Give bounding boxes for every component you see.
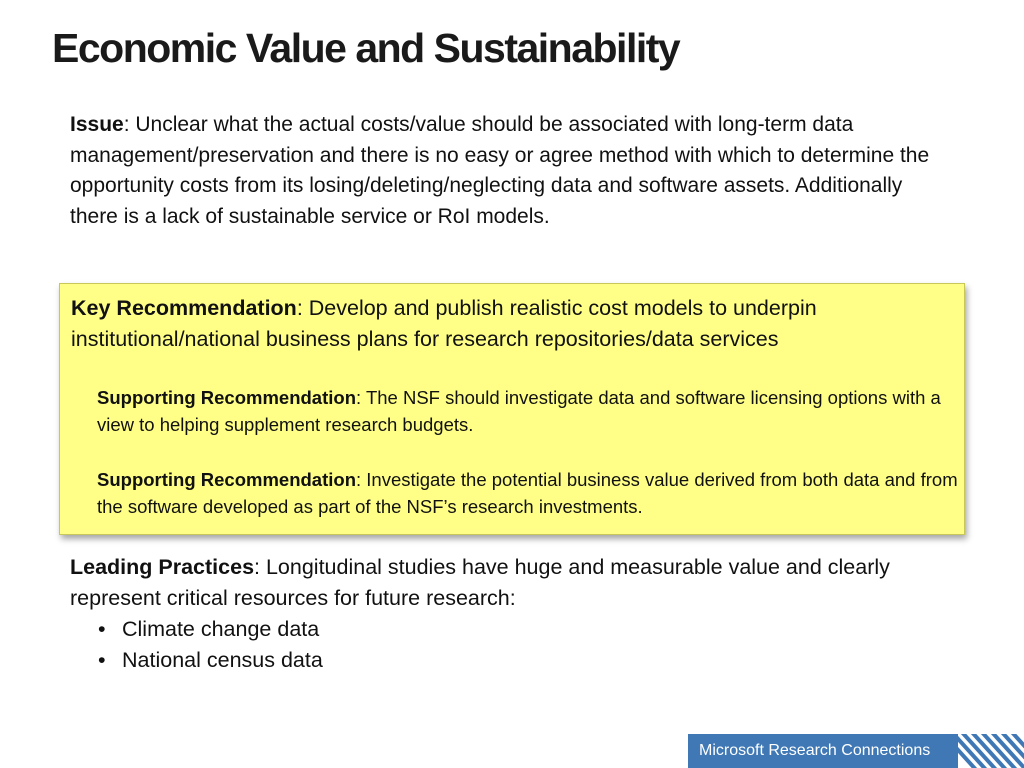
- key-recommendation-text: : Develop and publish realistic cost models to underpin institutional/national business plans for research repositories/data services: [71, 296, 817, 351]
- supporting-recommendation-1: [97, 384, 965, 438]
- leading-practices-paragraph: [70, 552, 970, 614]
- supporting-recommendation-text: : The NSF should investigate data and software licensing options with a view to helping supplement research budgets.: [97, 387, 941, 435]
- slide-title: Economic Value and Sustainability: [52, 25, 680, 71]
- footer-bar: [688, 734, 958, 768]
- bullet-icon: •: [98, 648, 106, 672]
- list-item: [98, 614, 323, 645]
- recommendation-box: [59, 283, 965, 535]
- list-item-text: Climate change data: [122, 617, 320, 641]
- supporting-recommendation-2: [97, 466, 965, 520]
- footer-banner: [688, 734, 1024, 768]
- footer-brand-text: Microsoft Research Connections: [699, 742, 931, 759]
- leading-practices-text: : Longitudinal studies have huge and measurable value and clearly represent critical resources for future research:: [70, 555, 890, 610]
- list-item: [98, 645, 323, 676]
- diagonal-stripes-icon: [950, 734, 1024, 768]
- bullet-icon: •: [98, 617, 106, 641]
- issue-paragraph: [70, 110, 930, 232]
- key-recommendation-label: Key Recommendation: [71, 296, 297, 320]
- supporting-recommendation-label: Supporting Recommendation: [97, 387, 356, 408]
- supporting-recommendation-text: : Investigate the potential business value derived from both data and from the software developed as part of the NSF’s research investments.: [97, 469, 958, 517]
- list-item-text: National census data: [122, 648, 323, 672]
- leading-practices-list: [98, 614, 323, 676]
- leading-practices-label: Leading Practices: [70, 555, 255, 579]
- key-recommendation: [71, 293, 961, 355]
- issue-label: Issue: [70, 113, 124, 136]
- supporting-recommendation-label: Supporting Recommendation: [97, 469, 356, 490]
- issue-text: : Unclear what the actual costs/value should be associated with long-term data management/preservation and there is no easy or agree method with which to determine the opportunity costs from its losing/deleting/neglecting data and software assets. Additionally there is a lack of sustainable service or RoI models.: [70, 113, 930, 228]
